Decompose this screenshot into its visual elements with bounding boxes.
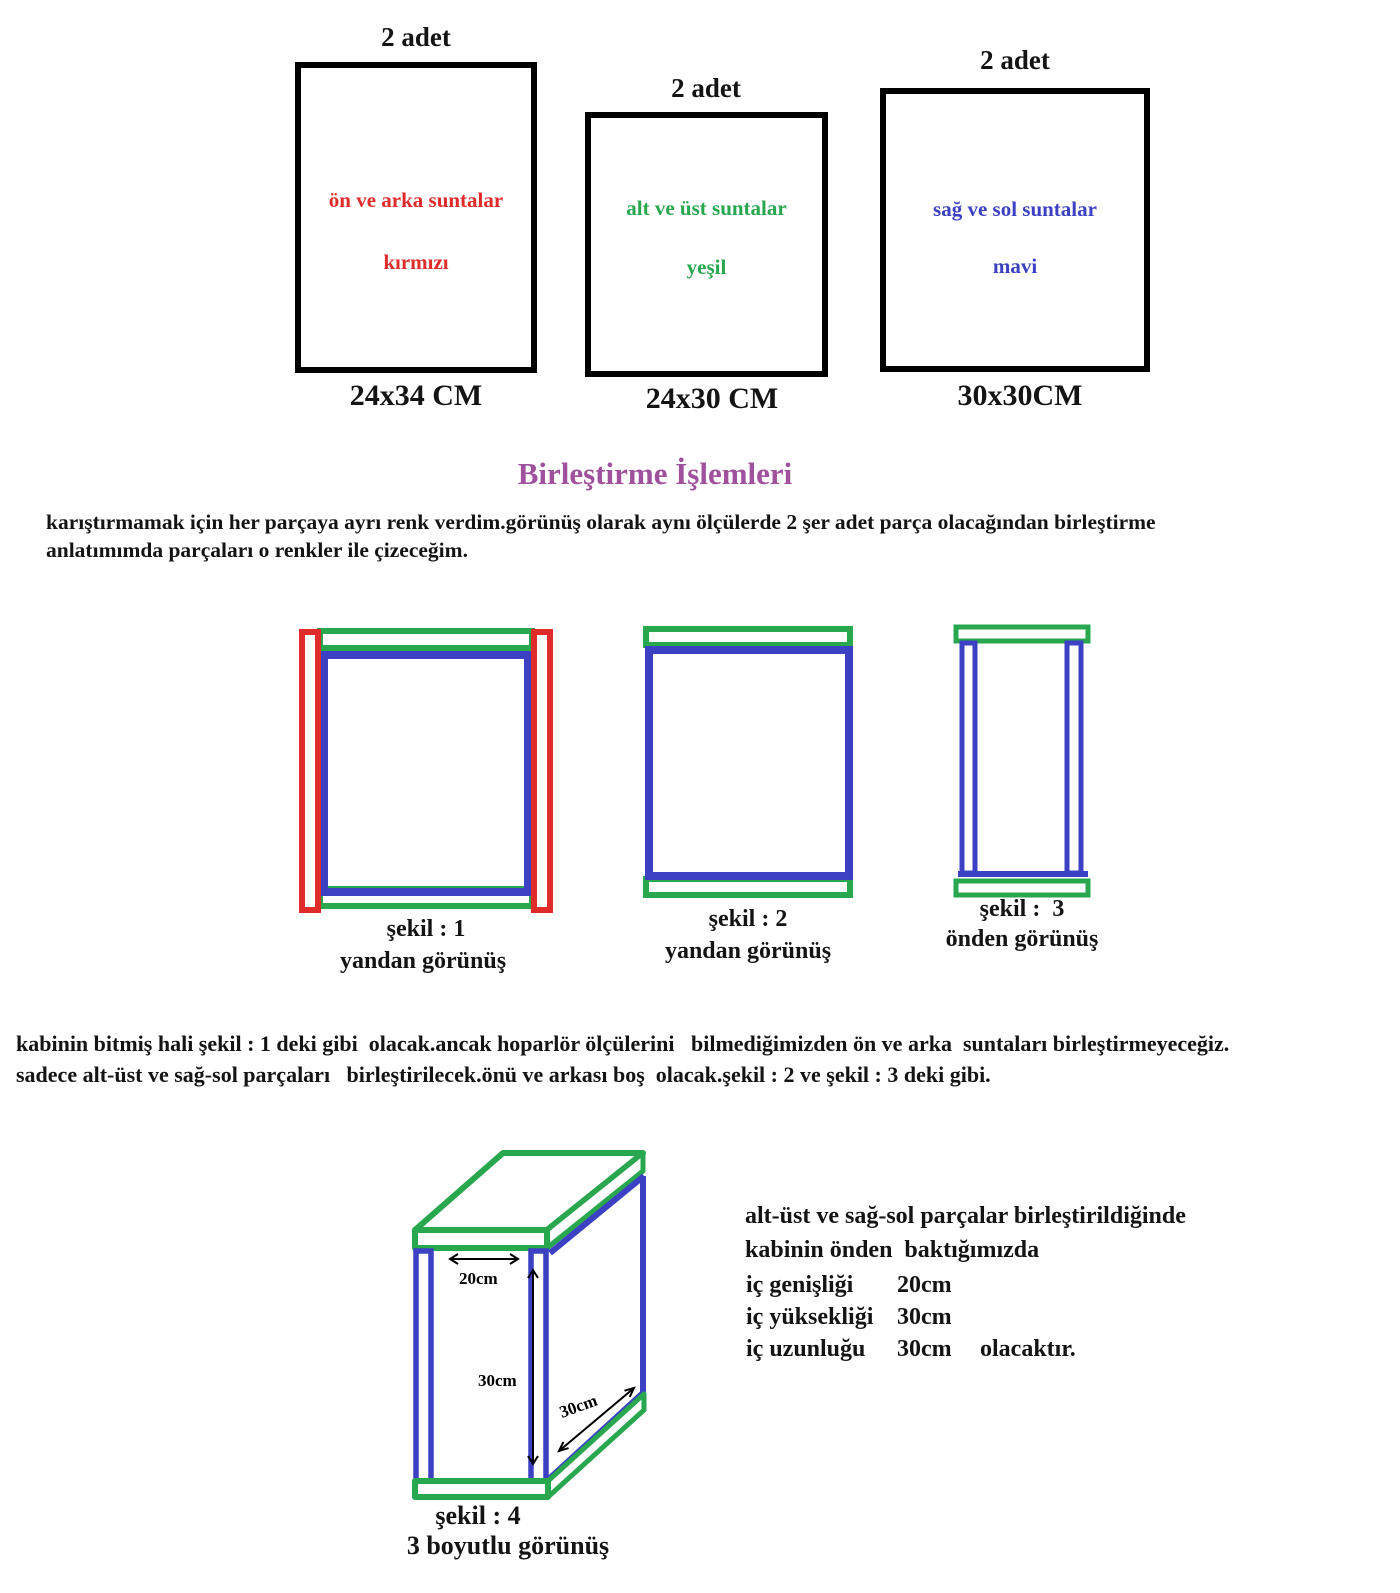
depth-dimension-label: 30cm <box>556 1390 600 1422</box>
note-line-2: sadece alt-üst ve sağ-sol parçaları birleştirilecek.önü ve arkası boş olacak.şekil : 2 ve şekil : 3 deki gibi. <box>16 1062 991 1087</box>
part-front-back-color-name: kırmızı <box>383 250 449 275</box>
top-panel-edge <box>956 627 1088 641</box>
figure-2-side-view-svg <box>643 626 855 902</box>
top-slab-front-face <box>415 1230 547 1248</box>
top-panel-edge <box>320 631 532 648</box>
spec-row-height <box>746 1304 980 1331</box>
part-top-bottom-rect <box>585 112 828 377</box>
figure-4-3d-view-svg <box>402 1132 652 1504</box>
figure-3-view: önden görünüş <box>945 926 1099 952</box>
spec-label: iç yüksekliği <box>746 1304 874 1330</box>
front-panel-edge <box>302 632 318 910</box>
section-title: Birleştirme İşlemleri <box>517 456 793 491</box>
part-left-right-rect <box>880 88 1150 372</box>
left-panel-front-edge <box>416 1251 431 1481</box>
top-panel-3d <box>415 1153 643 1248</box>
bottom-slab-front-face <box>415 1481 548 1497</box>
bottom-panel-edge <box>646 879 850 895</box>
note-line-1: kabinin bitmiş hali şekil : 1 deki gibi olacak.ancak hoparlör ölçülerini bilmediğimizden ön ve arka suntaları birleştirmeyeceğiz. <box>16 1031 1230 1056</box>
part-top-bottom-size: 24x30 CM <box>645 382 779 415</box>
side-panel-face <box>649 650 849 876</box>
back-panel-edge <box>534 632 550 910</box>
figure-1-view: yandan görünüş <box>339 948 507 974</box>
spec-suffix: olacaktır. <box>980 1336 1076 1362</box>
part-front-back-rect <box>295 62 537 373</box>
intro-line-1: karıştırmamak için her parçaya ayrı renk verdim.görünüş olarak aynı ölçülerde 2 şer adet parça olacağından birleştirme <box>46 510 1156 534</box>
figure-4-label: şekil : 4 <box>435 1501 521 1530</box>
part-top-bottom-label: alt ve üst suntalar <box>626 196 787 221</box>
figure-1-label: şekil : 1 <box>386 916 466 942</box>
part-top-bottom-count: 2 adet <box>671 73 741 103</box>
spec-value: 30cm <box>897 1304 952 1330</box>
figure-1-side-view-svg <box>298 626 554 918</box>
width-dimension-label: 20cm <box>459 1269 498 1288</box>
spec-label: iç uzunluğu <box>746 1336 866 1362</box>
part-left-right-size: 30x30CM <box>957 379 1083 412</box>
figure-3-label: şekil : 3 <box>979 896 1065 922</box>
bottom-panel-edge <box>956 881 1088 895</box>
part-front-back-size: 24x34 CM <box>349 379 483 412</box>
spec-value: 30cm <box>897 1336 952 1362</box>
figure-2-view: yandan görünüş <box>664 938 832 964</box>
spec-label: iç genişliği <box>746 1272 854 1298</box>
part-left-right-label: sağ ve sol suntalar <box>933 197 1097 222</box>
spec-row-length <box>746 1336 1076 1363</box>
side-panel-face <box>324 655 528 892</box>
intro-line-2: anlatımımda parçaları o renkler ile çizeceğim. <box>46 538 468 562</box>
width-dimension <box>450 1254 518 1288</box>
right-panel-edge <box>1067 643 1081 873</box>
top-panel-edge <box>646 629 850 645</box>
part-front-back-count: 2 adet <box>381 22 451 52</box>
part-top-bottom-color-name: yeşil <box>686 254 727 279</box>
part-left-right-count: 2 adet <box>980 45 1050 75</box>
height-dimension-label: 30cm <box>478 1371 517 1390</box>
spec-value: 20cm <box>897 1272 952 1298</box>
figure-4-view: 3 boyutlu görünüş <box>406 1531 610 1560</box>
part-front-back-label: ön ve arka suntalar <box>328 187 504 212</box>
spec-row-width <box>746 1272 980 1299</box>
figure-3-front-view-svg <box>953 624 1093 902</box>
left-panel-edge <box>962 643 975 873</box>
specs-heading-2: kabinin önden baktığımızda <box>745 1237 1040 1263</box>
figure-2-label: şekil : 2 <box>708 906 788 932</box>
part-left-right-color-name: mavi <box>992 254 1038 279</box>
specs-heading-1: alt-üst ve sağ-sol parçalar birleştirildiğinde <box>745 1203 1186 1229</box>
